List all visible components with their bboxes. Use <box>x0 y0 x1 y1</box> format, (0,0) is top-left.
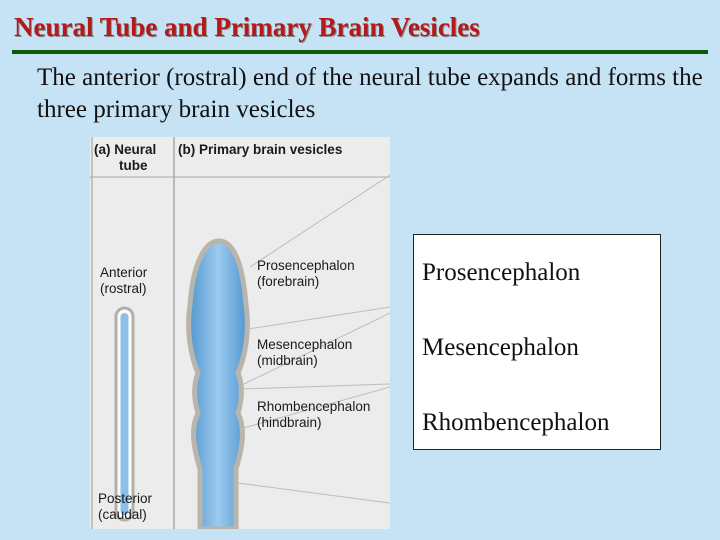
callout-prosencephalon: Prosencephalon <box>422 259 581 286</box>
label-posterior: Posterior (caudal) <box>98 491 153 522</box>
figure-illustration <box>90 137 390 529</box>
leader-line <box>248 307 390 329</box>
label-prosencephalon: Prosencephalon (forebrain) <box>257 258 355 289</box>
leader-line <box>242 384 390 389</box>
title-divider <box>12 50 708 54</box>
callout-rhombencephalon: Rhombencephalon <box>422 409 610 436</box>
leader-line <box>238 483 390 503</box>
header-primary-vesicles: (b) Primary brain vesicles <box>178 142 343 157</box>
vesicle-callout-box <box>413 234 661 450</box>
leader-line <box>250 175 390 267</box>
label-mesencephalon: Mesencephalon (midbrain) <box>257 337 353 368</box>
slide-title: Neural Tube and Primary Brain Vesicles <box>14 12 480 42</box>
callout-mesencephalon: Mesencephalon <box>422 334 579 361</box>
brain-vesicles-shape <box>189 241 248 529</box>
label-rhombencephalon: Rhombencephalon (hindbrain) <box>257 399 371 430</box>
header-neural-tube: (a) Neural tube <box>94 142 157 173</box>
slide-subtitle: The anterior (rostral) end of the neural tube expands and forms the three primary brain vesicles <box>37 64 703 123</box>
label-anterior: Anterior (rostral) <box>100 265 148 296</box>
neural-tube-figure <box>90 137 390 529</box>
